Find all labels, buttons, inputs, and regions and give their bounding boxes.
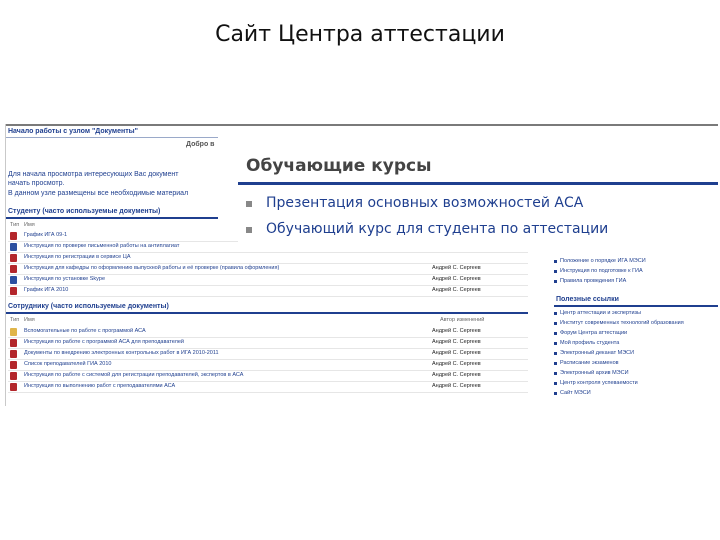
author: Андрей С. Сергеев bbox=[432, 328, 481, 334]
table-row[interactable] bbox=[8, 382, 528, 392]
author: Андрей С. Сергеев bbox=[432, 265, 481, 271]
table-row[interactable] bbox=[8, 264, 528, 274]
staff-section-title: Сотруднику (часто используемые документы) bbox=[8, 303, 169, 310]
bullet-icon bbox=[554, 362, 557, 365]
bullet-icon bbox=[554, 312, 557, 315]
document-link[interactable]: Инструкция по работе с системой для регистрации преподавателей, экспертов в АСА bbox=[24, 372, 244, 378]
sidebar-link-label[interactable]: Центр аттестации и экспертизы bbox=[560, 310, 641, 316]
staff-col-type: Тип bbox=[10, 317, 20, 323]
document-link[interactable]: Инструкция по регистрации в сервисе ЦА bbox=[24, 254, 131, 260]
author: Андрей С. Сергеев bbox=[432, 372, 481, 378]
document-link[interactable]: Инструкция по работе с программой АСА для преподавателей bbox=[24, 339, 184, 345]
panel-header: Начало работы с узлом "Документы" bbox=[8, 128, 138, 135]
bullet-icon bbox=[554, 382, 557, 385]
header-divider bbox=[6, 137, 218, 138]
pdf-icon bbox=[10, 361, 17, 369]
sidebar-link-label[interactable]: Положение о порядке ИГА МЭСИ bbox=[560, 258, 646, 264]
course-link-student[interactable]: Обучающий курс для студента по аттестации bbox=[266, 221, 609, 237]
slide-title: Сайт Центра аттестации bbox=[215, 22, 505, 47]
right-column bbox=[554, 258, 718, 406]
document-link[interactable]: Список преподавателей ГИА 2010 bbox=[24, 361, 112, 367]
document-link[interactable]: Документы по внедрению электронных контрольных работ в ИГА 2010-2011 bbox=[24, 350, 219, 356]
author: Андрей С. Сергеев bbox=[432, 350, 481, 356]
document-link[interactable]: График ИГА 2010 bbox=[24, 287, 69, 293]
sidebar-link-label[interactable]: Электронный архив МЭСИ bbox=[560, 370, 629, 376]
intro-line-3: В данном узле размещены все необходимые материал bbox=[8, 190, 189, 197]
staff-col-name: Имя bbox=[24, 317, 35, 323]
table-row[interactable] bbox=[8, 275, 528, 285]
bullet-icon bbox=[554, 270, 557, 273]
bullet-icon bbox=[246, 201, 252, 207]
sidebar-link-label[interactable]: Форум Центра аттестации bbox=[560, 330, 628, 336]
bullet-icon bbox=[554, 260, 557, 263]
sidebar-link-label[interactable]: Инструкция по подготовке к ГИА bbox=[560, 268, 643, 274]
author: Андрей С. Сергеев bbox=[432, 383, 481, 389]
table-row[interactable] bbox=[8, 242, 528, 252]
author: Андрей С. Сергеев bbox=[432, 287, 481, 293]
table-row[interactable] bbox=[8, 371, 528, 381]
student-col-name: Имя bbox=[24, 222, 35, 228]
bullet-icon bbox=[554, 322, 557, 325]
course-link-presentation[interactable]: Презентация основных возможностей АСА bbox=[266, 195, 584, 211]
table-row[interactable] bbox=[8, 349, 528, 359]
pdf-icon bbox=[10, 287, 17, 295]
pdf-icon bbox=[10, 383, 17, 391]
student-section-bar bbox=[6, 217, 218, 219]
sidebar-link-label[interactable]: Расписание экзаменов bbox=[560, 360, 619, 366]
document-link[interactable]: Вспомогательные по работе с программой АСА bbox=[24, 328, 146, 334]
table-row[interactable] bbox=[8, 286, 528, 296]
document-link[interactable]: Инструкция по установке Skype bbox=[24, 276, 106, 282]
row-divider bbox=[8, 392, 528, 393]
sidebar-link-label[interactable]: Институт современных технологий образования bbox=[560, 320, 684, 326]
bullet-icon bbox=[246, 227, 252, 233]
pdf-icon bbox=[10, 350, 17, 358]
table-row[interactable] bbox=[8, 338, 528, 348]
useful-links-title: Полезные ссылки bbox=[556, 296, 619, 303]
courses-title-bar bbox=[238, 182, 718, 185]
document-link[interactable]: Инструкция по проверке письменной работы на антиплагиат bbox=[24, 243, 180, 249]
sidebar-link-label[interactable]: Электронный деканат МЭСИ bbox=[560, 350, 635, 356]
bullet-icon bbox=[554, 280, 557, 283]
table-row[interactable] bbox=[8, 253, 528, 263]
pdf-icon bbox=[10, 372, 17, 380]
sidebar-link-label[interactable]: Центр контроля успеваемости bbox=[560, 380, 638, 386]
bullet-icon bbox=[554, 372, 557, 375]
student-col-type: Тип bbox=[10, 222, 20, 228]
pdf-icon bbox=[10, 254, 17, 262]
document-link[interactable]: Инструкция для кафедры по оформлению выпускной работы и её проверке (правила оформления) bbox=[24, 265, 280, 271]
intro-line-1: Для начала просмотра интересующих Вас документ bbox=[8, 171, 179, 178]
bullet-icon bbox=[554, 332, 557, 335]
pdf-icon bbox=[10, 265, 17, 273]
sidebar-link-label[interactable]: Сайт МЭСИ bbox=[560, 390, 591, 396]
folder-icon bbox=[10, 328, 17, 336]
author: Андрей С. Сергеев bbox=[432, 361, 481, 367]
word-icon bbox=[10, 276, 17, 284]
staff-section-bar bbox=[6, 312, 528, 314]
row-divider bbox=[8, 296, 528, 297]
staff-col-author: Автор изменений bbox=[440, 317, 485, 323]
document-link[interactable]: График ИГА 09-1 bbox=[24, 232, 68, 238]
useful-links-bar bbox=[554, 305, 718, 307]
website-screenshot bbox=[5, 124, 718, 406]
document-link[interactable]: Инструкция по выполнению работ с преподавателями АСА bbox=[24, 383, 176, 389]
bullet-icon bbox=[554, 342, 557, 345]
author: Андрей С. Сергеев bbox=[432, 339, 481, 345]
table-row[interactable] bbox=[8, 327, 528, 337]
student-section-title: Студенту (часто используемые документы) bbox=[8, 208, 161, 215]
word-icon bbox=[10, 243, 17, 251]
courses-title: Обучающие курсы bbox=[246, 156, 432, 176]
sidebar-link-label[interactable]: Правила проведения ГИА bbox=[560, 278, 627, 284]
bullet-icon bbox=[554, 392, 557, 395]
pdf-icon bbox=[10, 339, 17, 347]
intro-line-2: начать просмотр. bbox=[8, 180, 65, 187]
training-courses-popup bbox=[238, 154, 718, 242]
welcome-text: Добро в bbox=[186, 141, 215, 148]
author: Андрей С. Сергеев bbox=[432, 276, 481, 282]
sidebar-link-label[interactable]: Мой профиль студента bbox=[560, 340, 620, 346]
bullet-icon bbox=[554, 352, 557, 355]
table-row[interactable] bbox=[8, 360, 528, 370]
pdf-icon bbox=[10, 232, 17, 240]
